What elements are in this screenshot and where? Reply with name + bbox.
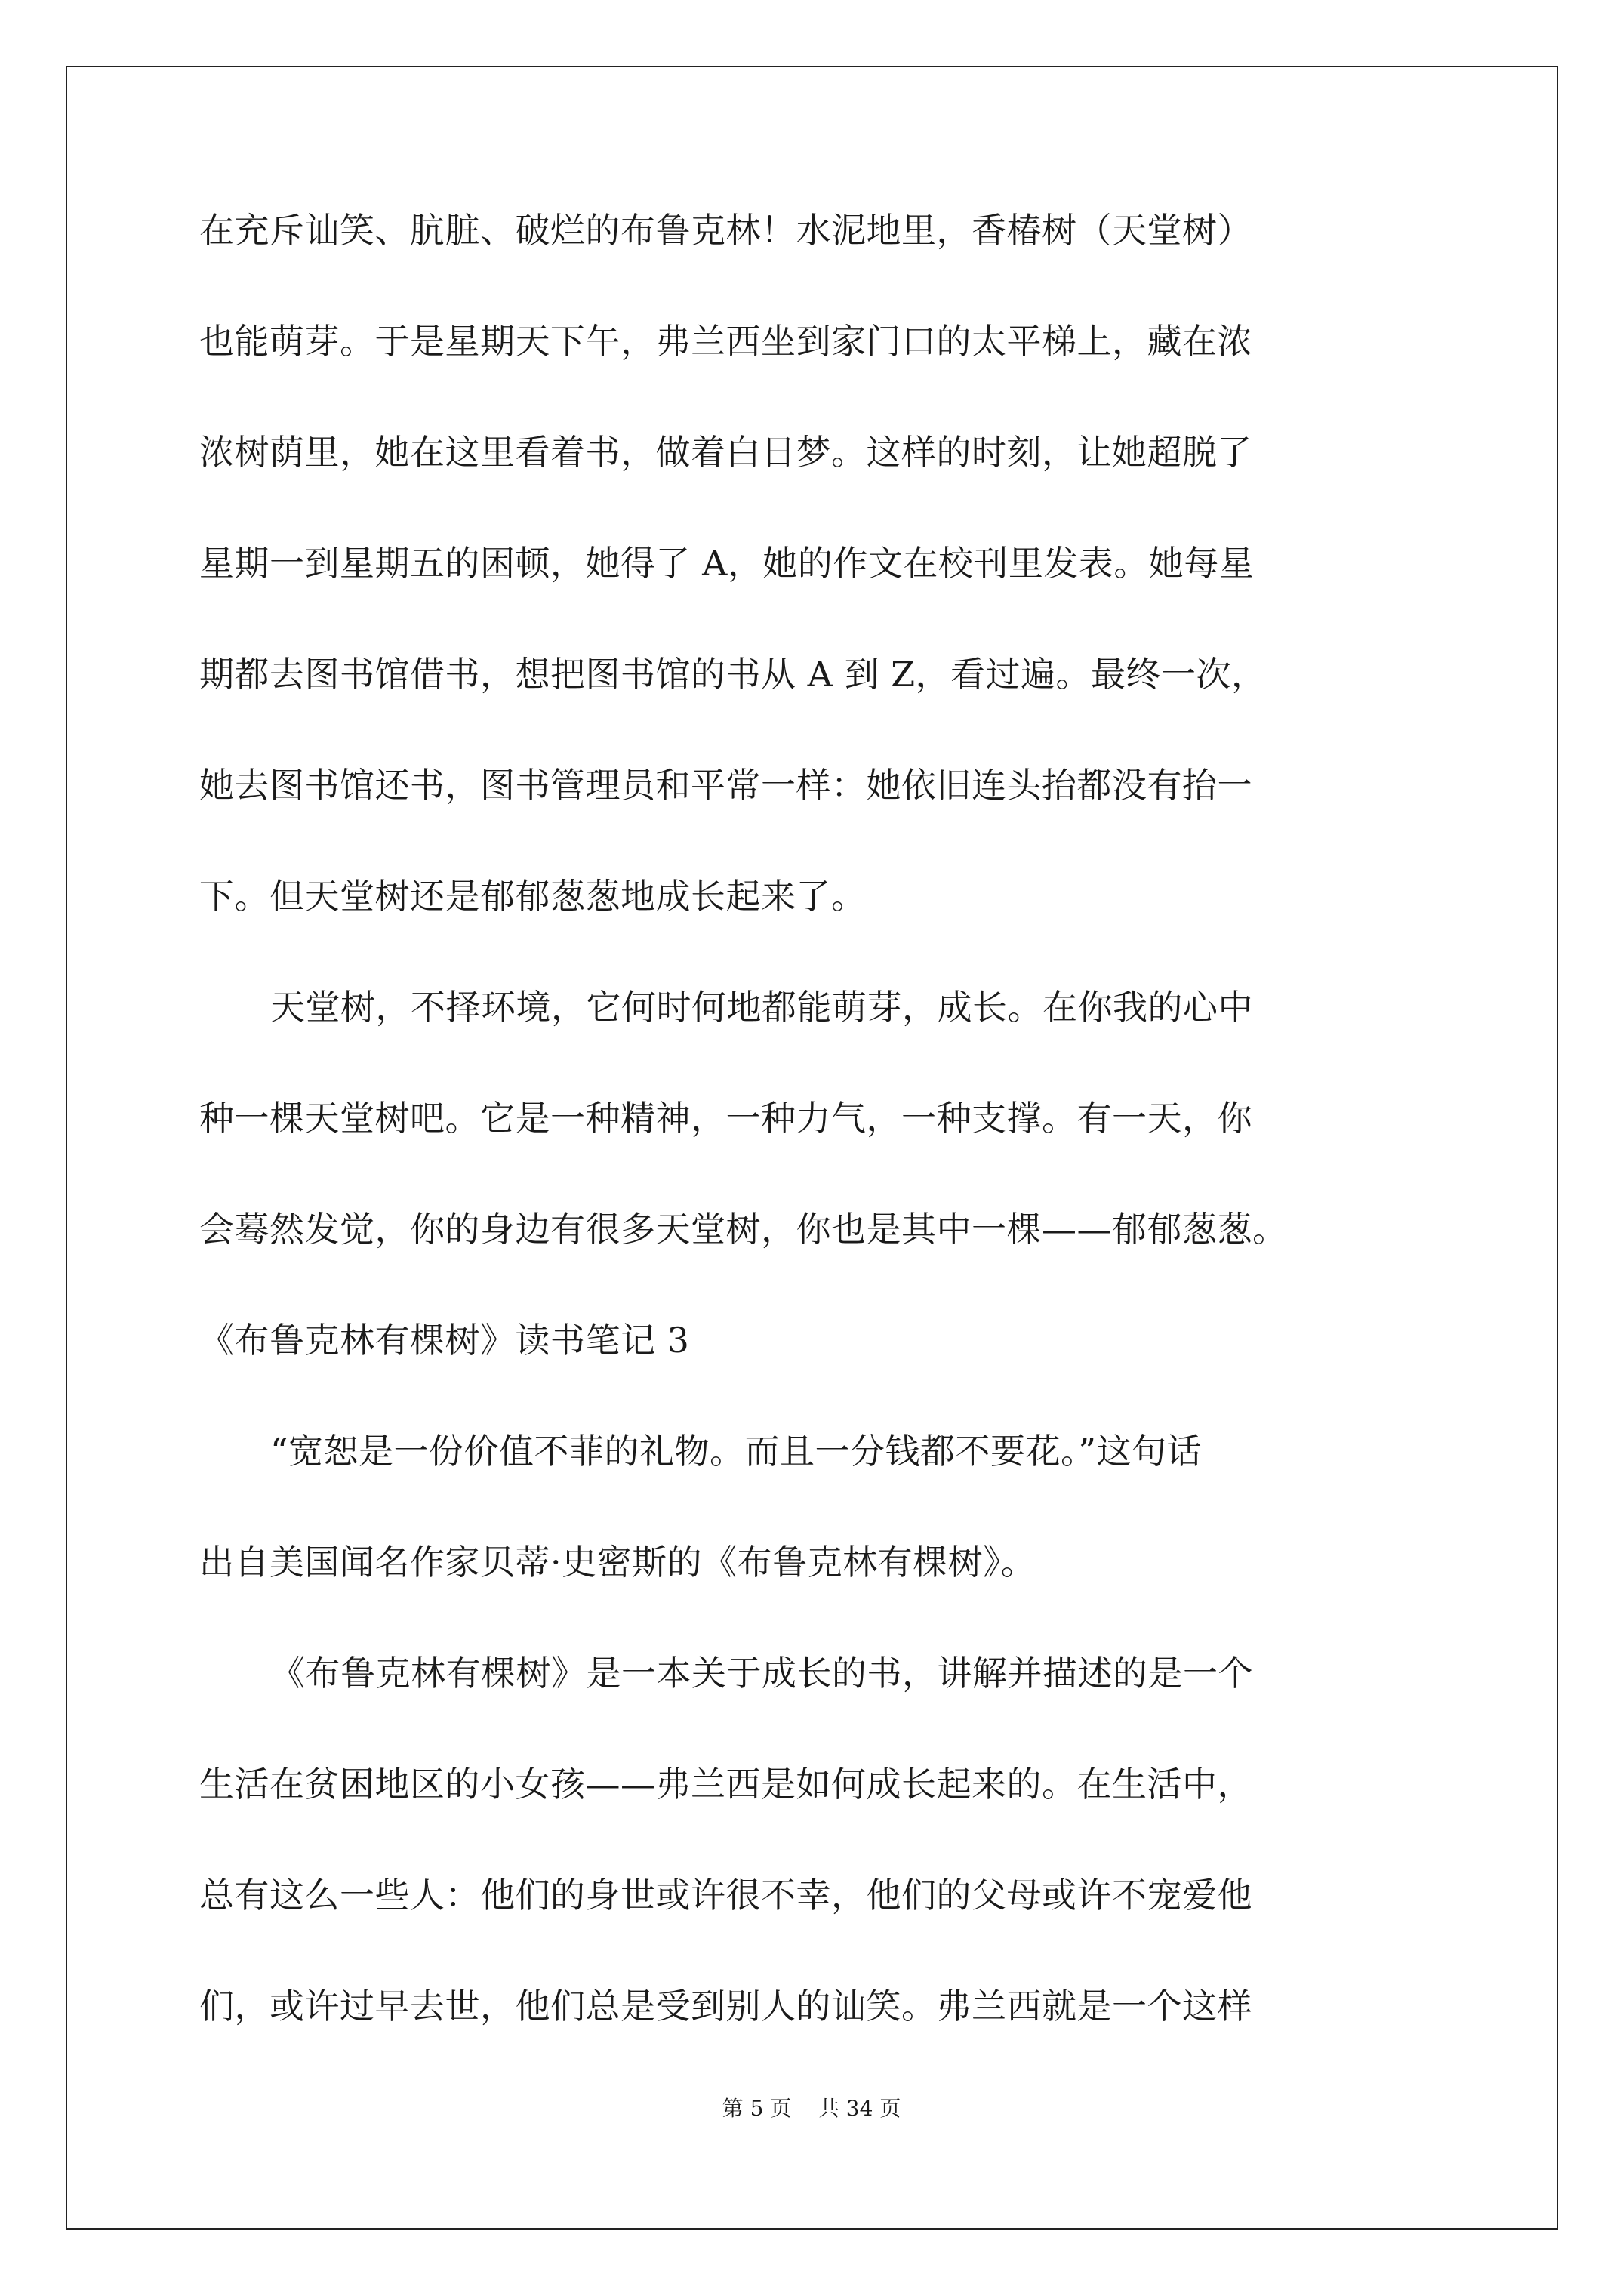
paragraph-start-line: “宽恕是一份价值不菲的礼物。而且一分钱都不要花。”这句话 [270, 1431, 1203, 1472]
paragraph-start-line: 《布鲁克林有棵树》是一本关于成长的书，讲解并描述的是一个 [270, 1653, 1253, 1693]
text-line: 浓树荫里，她在这里看着书，做着白日梦。这样的时刻，让她超脱了 [199, 432, 1252, 473]
text-line: 出自美国闻名作家贝蒂·史密斯的《布鲁克林有棵树》。 [199, 1542, 1036, 1583]
text-line: 下。但天堂树还是郁郁葱葱地成长起来了。 [199, 876, 867, 917]
section-heading: 《布鲁克林有棵树》读书笔记 3 [199, 1320, 690, 1361]
text-line: 生活在贫困地区的小女孩——弗兰西是如何成长起来的。在生活中， [199, 1764, 1252, 1804]
text-line: 会蓦然发觉，你的身边有很多天堂树，你也是其中一棵——郁郁葱葱。 [199, 1209, 1288, 1250]
document-body [199, 210, 1422, 2100]
text-line: 星期一到星期五的困顿，她得了 A，她的作文在校刊里发表。她每星 [199, 543, 1255, 584]
paragraph-start-line: 天堂树，不择环境，它何时何地都能萌芽，成长。在你我的心中 [270, 987, 1253, 1028]
text-line: 期都去图书馆借书，想把图书馆的书从 A 到 Z，看过遍。最终一次， [199, 654, 1267, 695]
text-line: 种一棵天堂树吧。它是一种精神，一种力气，一种支撑。有一天，你 [199, 1098, 1252, 1139]
text-line: 她去图书馆还书，图书管理员和平常一样：她依旧连头抬都没有抬一 [199, 765, 1252, 806]
text-line: 在充斥讪笑、肮脏、破烂的布鲁克林！水泥地里，香椿树（天堂树） [199, 210, 1252, 251]
text-line: 们，或许过早去世，他们总是受到别人的讪笑。弗兰西就是一个这样 [199, 1986, 1252, 2026]
text-line: 也能萌芽。于是星期天下午，弗兰西坐到家门口的太平梯上，藏在浓 [199, 321, 1252, 362]
text-line: 总有这么一些人：他们的身世或许很不幸，他们的父母或许不宠爱他 [199, 1875, 1252, 1915]
page-number-footer: 第 5 页 共 34 页 [722, 2096, 901, 2121]
